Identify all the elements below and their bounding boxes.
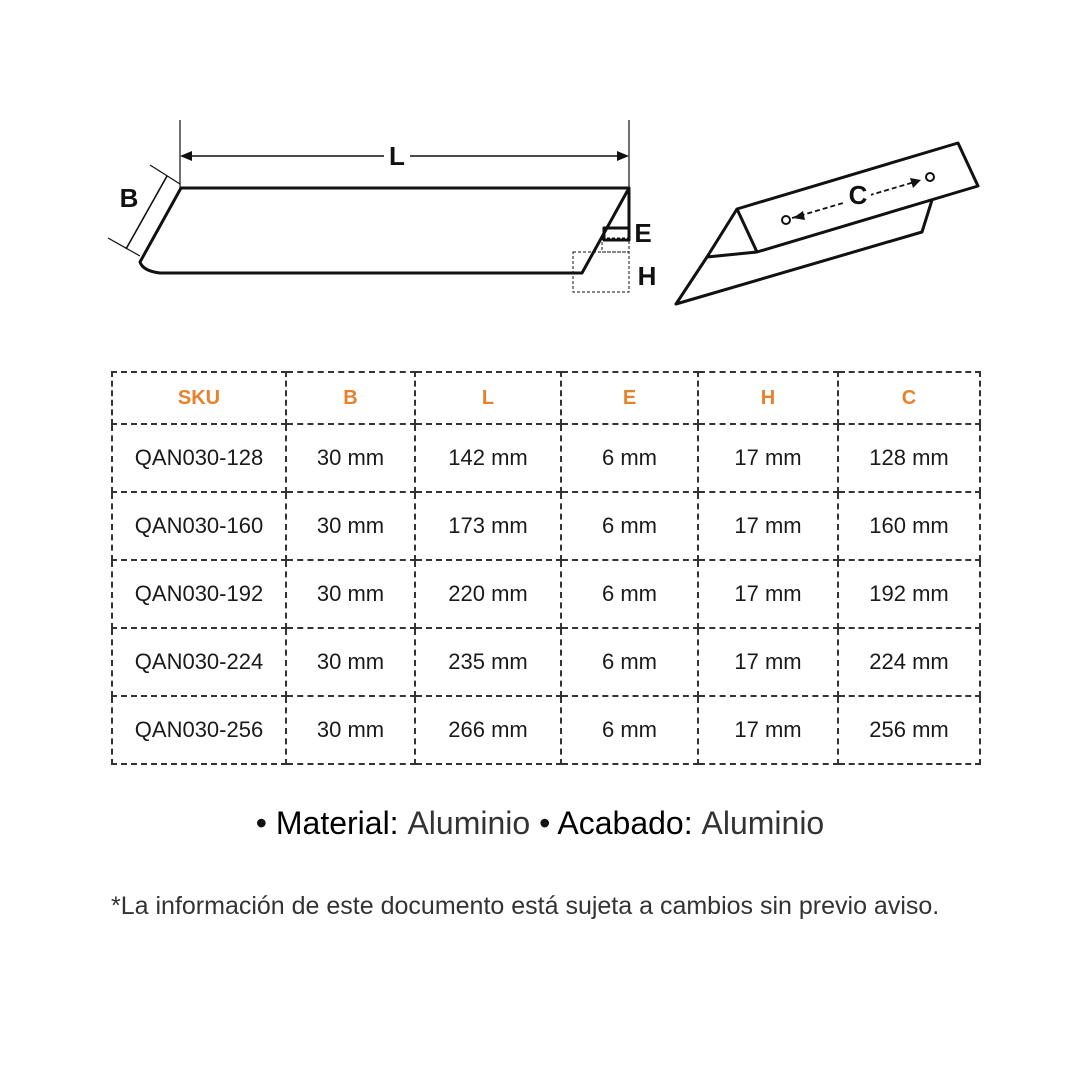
cell-sku: QAN030-128 <box>112 424 286 492</box>
cell-e: 6 mm <box>561 424 698 492</box>
cell-c: 256 mm <box>838 696 980 764</box>
cell-l: 220 mm <box>415 560 561 628</box>
cell-e: 6 mm <box>561 628 698 696</box>
cell-l: 266 mm <box>415 696 561 764</box>
cell-b: 30 mm <box>286 628 415 696</box>
ext-line-B-bottom <box>108 238 140 256</box>
cell-l: 235 mm <box>415 628 561 696</box>
col-header-b: B <box>286 372 415 424</box>
cell-h: 17 mm <box>698 628 838 696</box>
spec-table <box>111 371 981 765</box>
label-C: C <box>848 180 868 210</box>
cell-c: 224 mm <box>838 628 980 696</box>
cell-sku: QAN030-224 <box>112 628 286 696</box>
label-H: H <box>637 261 657 291</box>
disclaimer-text: *La información de este documento está sujeta a cambios sin previo aviso. <box>111 892 940 920</box>
dimension-drawing <box>0 0 1080 340</box>
cell-e: 6 mm <box>561 696 698 764</box>
hole-left <box>782 216 790 224</box>
cell-b: 30 mm <box>286 424 415 492</box>
perspective-view <box>676 143 978 304</box>
cell-sku: QAN030-256 <box>112 696 286 764</box>
col-header-e: E <box>561 372 698 424</box>
cell-b: 30 mm <box>286 560 415 628</box>
table-row <box>112 560 980 628</box>
cell-b: 30 mm <box>286 492 415 560</box>
arrow-C-right <box>910 178 921 188</box>
cell-e: 6 mm <box>561 560 698 628</box>
cell-h: 17 mm <box>698 492 838 560</box>
table-row <box>112 424 980 492</box>
col-header-h: H <box>698 372 838 424</box>
label-E: E <box>634 218 652 248</box>
hole-right <box>926 173 934 181</box>
handle-profile <box>140 188 629 273</box>
material-value: Aluminio <box>407 805 531 841</box>
bullet: • <box>255 805 267 841</box>
arrow-C-left <box>793 211 805 220</box>
front-view <box>108 120 629 292</box>
cell-sku: QAN030-192 <box>112 560 286 628</box>
cell-h: 17 mm <box>698 560 838 628</box>
table-row <box>112 696 980 764</box>
table-header-row <box>112 372 980 424</box>
cell-c: 160 mm <box>838 492 980 560</box>
cell-sku: QAN030-160 <box>112 492 286 560</box>
cell-l: 142 mm <box>415 424 561 492</box>
cell-b: 30 mm <box>286 696 415 764</box>
table-row <box>112 628 980 696</box>
cell-c: 192 mm <box>838 560 980 628</box>
product-diagram <box>0 0 1080 340</box>
table-row <box>112 492 980 560</box>
cell-e: 6 mm <box>561 492 698 560</box>
col-header-c: C <box>838 372 980 424</box>
finish-label: Acabado: <box>557 805 693 841</box>
label-B: B <box>119 183 139 213</box>
material-finish-line <box>0 805 1080 842</box>
label-L: L <box>389 141 405 171</box>
cell-l: 173 mm <box>415 492 561 560</box>
cell-h: 17 mm <box>698 424 838 492</box>
col-header-sku: SKU <box>112 372 286 424</box>
material-label: Material: <box>275 805 399 841</box>
finish-value: Aluminio <box>701 805 825 841</box>
cell-c: 128 mm <box>838 424 980 492</box>
cell-h: 17 mm <box>698 696 838 764</box>
col-header-l: L <box>415 372 561 424</box>
arrow-right <box>617 151 629 161</box>
bullet: • <box>539 805 551 841</box>
arrow-left <box>180 151 192 161</box>
